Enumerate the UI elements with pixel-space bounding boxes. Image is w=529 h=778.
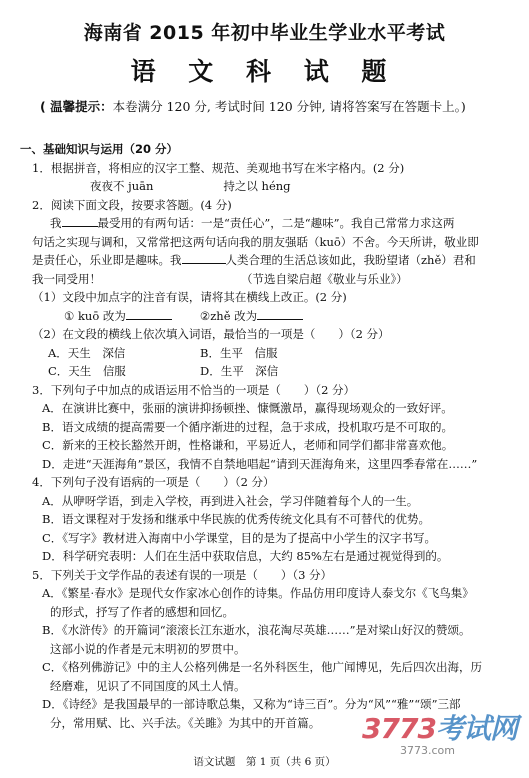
q4-option-a: A．从咿呀学语，到走入学校，再到进入社会，学习伴随着每个人的一生。: [42, 493, 419, 508]
answer-blank[interactable]: [257, 307, 303, 320]
option-a: A．天生 深信: [48, 345, 126, 360]
exam-title: 海南省 2015 年初中毕业生学业水平考试: [83, 22, 446, 44]
question-2-2: （2）在文段的横线上依次填入词语，最恰当的一项是（ ）（2 分）: [32, 327, 390, 341]
watermark-logo: 3773考试网: [362, 712, 517, 745]
answer-blank[interactable]: [126, 307, 172, 320]
q5-option-c: C．《格列佛游记》中的主人公格列佛是一名外科医生，他广闻博见，先后四次出海，历: [42, 660, 483, 674]
answer-blank[interactable]: [182, 251, 226, 264]
passage-line: 我一同受用！ （节选自梁启超《敬业与乐业》）: [32, 271, 408, 286]
passage-line: 我 最受用的有两句话：一是“责任心”，二是“趣味”。我自己常常力求这两: [50, 216, 455, 230]
question-3: 3．下列句子中加点的成语运用不恰当的一项是（ ）（2 分）: [32, 382, 356, 397]
watermark-url: 3773.com: [400, 744, 455, 757]
q5-option-a: A．《繁星·春水》是现代女作家冰心创作的诗集。作品仿用印度诗人泰戈尔《飞鸟集》: [42, 586, 474, 600]
q5-option-d: D．《诗经》是我国最早的一部诗歌总集，又称为“诗三百”。分为“风”“雅”“颂”三部: [42, 697, 461, 711]
tip-text: 本卷满分 120 分, 考试时间 120 分钟, 请将答案写在答题卡上。): [112, 99, 466, 114]
question-2-1: （1）文段中加点字的注音有误，请将其在横线上改正。(2 分): [32, 290, 347, 304]
option-d: D．生平 深信: [200, 364, 279, 378]
q2-2-options-row: [20, 362, 512, 381]
q4-option-d: D．科学研究表明：人们在生活中获取信息，大约 85%左右是通过视觉得到的。: [42, 549, 449, 563]
question-4: 4．下列句子没有语病的一项是（ ）（2 分）: [32, 475, 275, 489]
q5-option-b-cont: 这部小说的作者是元末明初的罗贯中。: [50, 641, 246, 656]
question-1: 1．根据拼音，将相应的汉字工整、规范、美观地书写在米字格内。(2 分): [32, 160, 405, 175]
q2-2-options-row: [20, 344, 512, 363]
q2-1-answers: ① kuō 改为 ②zhě 改为: [20, 307, 512, 326]
q3-option-c: C．新来的王校长豁然开朗，性格谦和，平易近人，老师和同学们都非常喜欢他。: [42, 438, 454, 452]
question-5: 5．下列关于文学作品的表述有误的一项是（ ）（3 分）: [32, 567, 333, 582]
q1-item-2: 持之以 hénɡ: [223, 179, 291, 193]
tip-label: ( 温馨提示：: [40, 99, 113, 114]
passage-line: 句话之实现与调和，又常常把这两句话向我的朋友强聒（kuō）不舍。今天所讲，敬业即: [32, 234, 479, 249]
passage-line: 是责任心，乐业即是趣味。我 人类合理的生活总该如此，我盼望诸（zhě）君和: [32, 253, 476, 267]
option-b: B．生平 信服: [200, 345, 278, 360]
q5-option-b: B．《水浒传》的开篇词“滚滚长江东逝水，浪花淘尽英雄……”是对梁山好汉的赞颂。: [42, 623, 471, 637]
exam-body: [20, 140, 512, 732]
exam-tip: [40, 97, 466, 115]
q1-pinyin-items: [20, 177, 512, 196]
q3-option-d: D．走进“天涯海角”景区，我情不自禁地唱起“请到天涯海角来，这里四季春常在……”: [42, 456, 478, 471]
q5-option-d-cont: 分，常用赋、比、兴手法。《关雎》为其中的开首篇。: [50, 715, 321, 730]
section-heading: 一、基础知识与运用（20 分）: [20, 142, 179, 156]
q5-option-c-cont: 经磨难，见识了不同国度的风土人情。: [50, 678, 246, 693]
answer-blank[interactable]: [62, 214, 98, 227]
q3-option-b: B．语文成绩的提高需要一个循序渐进的过程，急于求成，投机取巧是不可取的。: [42, 419, 453, 434]
subject-title: 语 文 科 试 题: [130, 57, 399, 86]
question-2: 2．阅读下面文段，按要求答题。(4 分): [32, 197, 232, 212]
passage-source: （节选自梁启超《敬业与乐业》）: [241, 271, 408, 286]
q1-item-1: 夜夜不 juān: [90, 179, 154, 193]
q5-option-a-cont: 的形式，抒写了作者的感想和回忆。: [50, 604, 234, 619]
page-footer: 语文试题 第 1 页（共 6 页）: [193, 756, 336, 768]
q4-option-c: C．《写字》教材进入海南中小学课堂，目的是为了提高中小学生的汉字书写。: [42, 530, 437, 545]
q4-option-b: B．语文课程对于发扬和继承中华民族的优秀传统文化具有不可替代的优势。: [42, 512, 430, 526]
q3-option-a: A．在演讲比赛中，张丽的演讲抑扬顿挫、慷慨激昂，赢得现场观众的一致好评。: [42, 401, 453, 415]
option-c: C．天生 信服: [48, 364, 126, 378]
